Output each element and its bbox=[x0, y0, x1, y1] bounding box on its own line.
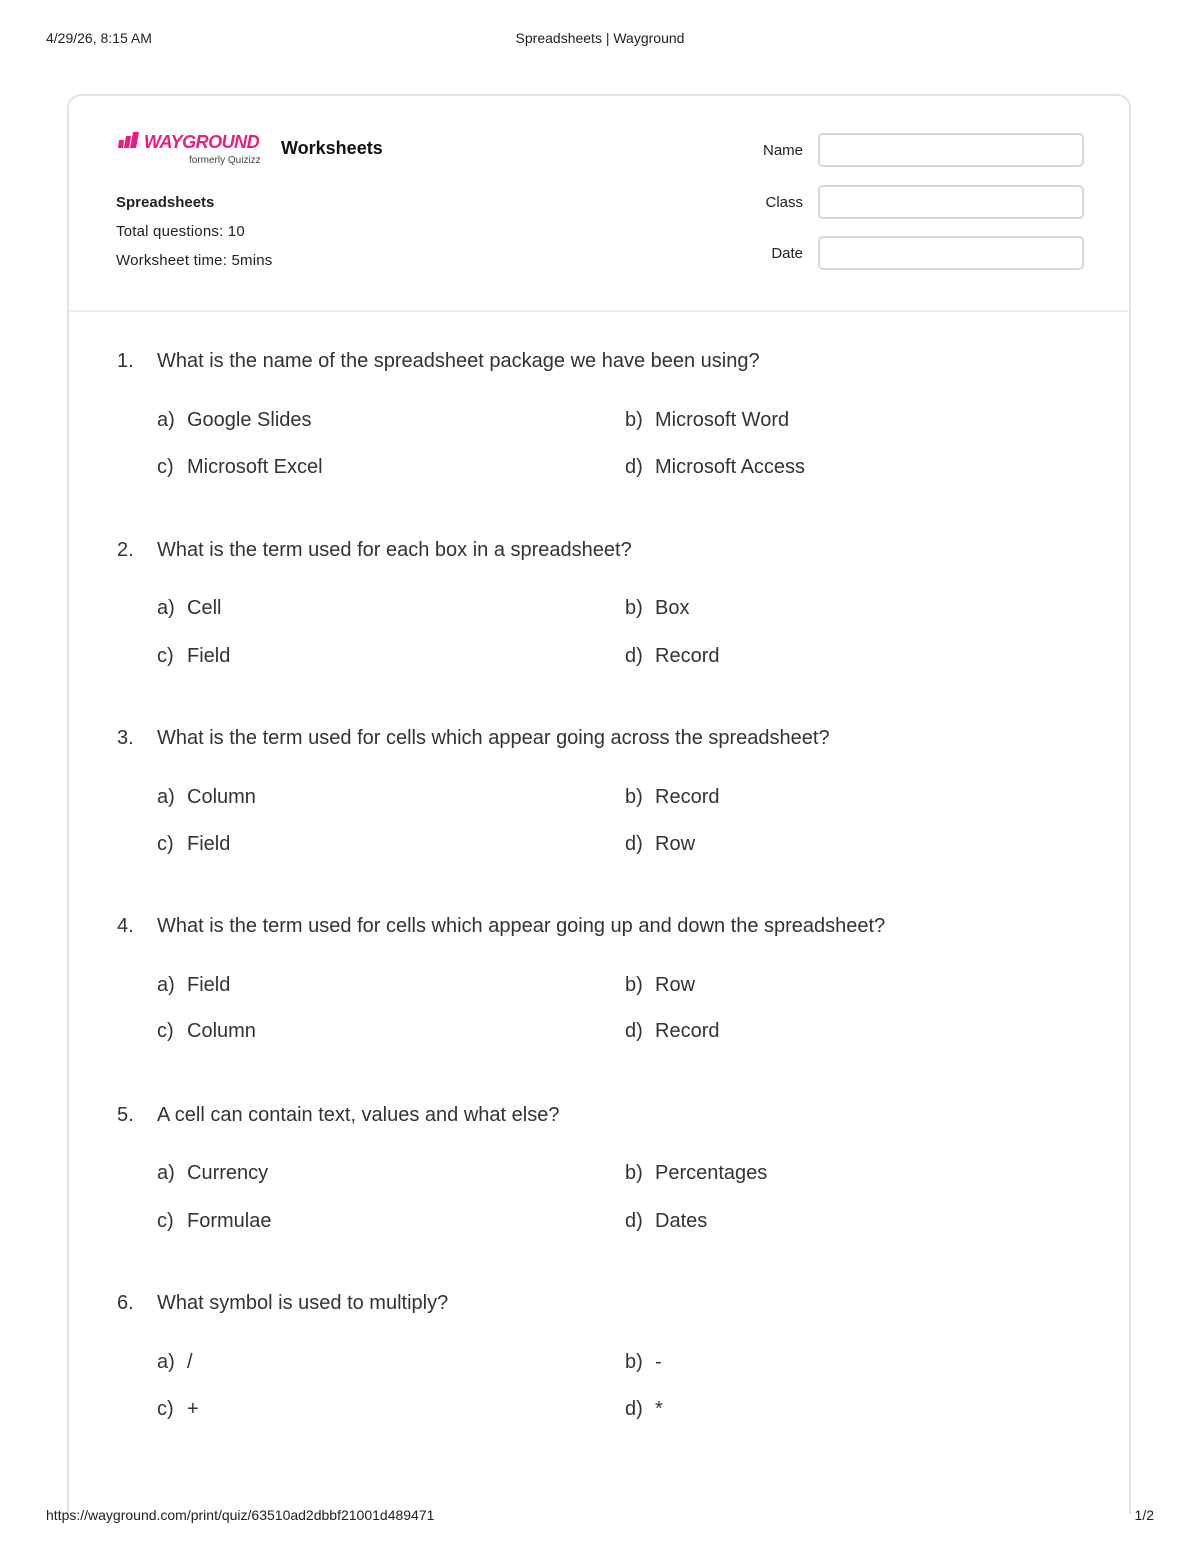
option-letter: a) bbox=[157, 786, 175, 808]
svg-text:formerly Quizizz: formerly Quizizz bbox=[189, 155, 261, 166]
option-text: Dates bbox=[655, 1210, 708, 1232]
option-text: Box bbox=[655, 597, 690, 619]
option-d[interactable] bbox=[625, 1020, 719, 1043]
option-text: Percentages bbox=[655, 1162, 768, 1184]
option-b[interactable] bbox=[625, 974, 695, 997]
print-url: https://wayground.com/print/quiz/63510ad2dbbf21001d489471 bbox=[46, 1507, 435, 1523]
option-text: Microsoft Access bbox=[655, 456, 806, 478]
option-letter: d) bbox=[625, 833, 643, 855]
option-letter: a) bbox=[157, 1162, 175, 1184]
name-field-row bbox=[729, 133, 1085, 169]
option-letter: a) bbox=[157, 1351, 175, 1373]
option-text: Microsoft Excel bbox=[187, 456, 323, 478]
option-letter: b) bbox=[625, 786, 643, 808]
question-text: What symbol is used to multiply? bbox=[157, 1292, 449, 1314]
worksheet-meta bbox=[116, 194, 272, 281]
question-number: 1. bbox=[117, 350, 134, 372]
worksheet-header bbox=[69, 96, 1129, 312]
option-c[interactable] bbox=[157, 1020, 256, 1043]
question-item bbox=[117, 539, 1089, 699]
date-input[interactable] bbox=[818, 236, 1084, 270]
name-label: Name bbox=[762, 142, 803, 159]
question-text: A cell can contain text, values and what else? bbox=[157, 1104, 560, 1126]
option-letter: b) bbox=[625, 974, 643, 996]
option-b[interactable] bbox=[625, 1351, 662, 1374]
print-page-title: Spreadsheets | Wayground bbox=[515, 30, 685, 46]
option-letter: d) bbox=[625, 1020, 643, 1042]
option-text: Currency bbox=[187, 1162, 269, 1184]
page-number: 1/2 bbox=[1134, 1507, 1154, 1523]
question-item bbox=[117, 1104, 1089, 1264]
class-label: Class bbox=[765, 194, 803, 211]
option-letter: b) bbox=[625, 597, 643, 619]
option-b[interactable] bbox=[625, 1162, 767, 1185]
option-a[interactable] bbox=[157, 409, 312, 432]
option-text: Formulae bbox=[187, 1210, 272, 1232]
option-a[interactable] bbox=[157, 597, 221, 620]
option-letter: d) bbox=[625, 645, 643, 667]
class-field-row bbox=[729, 185, 1085, 221]
question-text: What is the term used for each box in a spreadsheet? bbox=[157, 539, 632, 561]
print-header bbox=[46, 30, 1154, 50]
option-letter: a) bbox=[157, 597, 175, 619]
worksheets-label: Worksheets bbox=[281, 138, 383, 158]
question-item bbox=[117, 915, 1089, 1075]
option-letter: c) bbox=[157, 1020, 174, 1042]
option-text: * bbox=[655, 1398, 663, 1420]
option-letter: c) bbox=[157, 1210, 174, 1232]
question-number: 5. bbox=[117, 1104, 134, 1126]
option-a[interactable] bbox=[157, 1162, 268, 1185]
option-text: Row bbox=[655, 833, 696, 855]
total-questions: Total questions: 10 bbox=[116, 223, 245, 240]
option-c[interactable] bbox=[157, 1398, 199, 1421]
question-text: What is the term used for cells which appear going up and down the spreadsheet? bbox=[157, 915, 886, 937]
option-a[interactable] bbox=[157, 786, 256, 809]
option-text: + bbox=[187, 1398, 199, 1420]
option-text: Column bbox=[187, 1020, 256, 1042]
option-letter: c) bbox=[157, 456, 174, 478]
option-b[interactable] bbox=[625, 786, 719, 809]
worksheet-title: Spreadsheets bbox=[116, 194, 215, 211]
svg-text:WAYGROUND: WAYGROUND bbox=[144, 132, 260, 152]
option-text: Microsoft Word bbox=[655, 409, 790, 431]
option-letter: b) bbox=[625, 409, 643, 431]
option-text: Row bbox=[655, 974, 696, 996]
date-field-row bbox=[729, 236, 1085, 272]
option-text: Column bbox=[187, 786, 256, 808]
option-text: Record bbox=[655, 1020, 720, 1042]
option-letter: b) bbox=[625, 1162, 643, 1184]
option-d[interactable] bbox=[625, 833, 695, 856]
option-letter: c) bbox=[157, 1398, 174, 1420]
date-label: Date bbox=[771, 245, 803, 262]
option-letter: a) bbox=[157, 409, 175, 431]
option-text: Record bbox=[655, 645, 720, 667]
question-number: 2. bbox=[117, 539, 134, 561]
wayground-logo-icon bbox=[117, 130, 277, 170]
option-c[interactable] bbox=[157, 833, 230, 856]
wayground-logo bbox=[117, 130, 277, 170]
option-text: Google Slides bbox=[187, 409, 312, 431]
question-item bbox=[117, 727, 1089, 887]
option-d[interactable] bbox=[625, 1398, 663, 1421]
option-letter: d) bbox=[625, 1210, 643, 1232]
question-item bbox=[117, 350, 1089, 510]
option-letter: a) bbox=[157, 974, 175, 996]
name-input[interactable] bbox=[818, 133, 1084, 167]
question-number: 6. bbox=[117, 1292, 134, 1314]
option-c[interactable] bbox=[157, 456, 323, 479]
question-text: What is the term used for cells which appear going across the spreadsheet? bbox=[157, 727, 830, 749]
option-text: Field bbox=[187, 833, 231, 855]
question-text: What is the name of the spreadsheet package we have been using? bbox=[157, 350, 760, 372]
option-letter: c) bbox=[157, 645, 174, 667]
option-a[interactable] bbox=[157, 1351, 193, 1374]
option-text: Cell bbox=[187, 597, 222, 619]
option-text: / bbox=[187, 1351, 193, 1373]
worksheet-card bbox=[67, 94, 1131, 1514]
print-datetime: 4/29/26, 8:15 AM bbox=[46, 30, 152, 46]
option-letter: b) bbox=[625, 1351, 643, 1373]
print-footer bbox=[46, 1507, 1154, 1527]
option-text: Field bbox=[187, 645, 231, 667]
option-a[interactable] bbox=[157, 974, 230, 997]
question-number: 4. bbox=[117, 915, 134, 937]
option-b[interactable] bbox=[625, 597, 689, 620]
option-text: Field bbox=[187, 974, 231, 996]
option-letter: d) bbox=[625, 456, 643, 478]
question-item bbox=[117, 1292, 1089, 1452]
option-text: - bbox=[655, 1351, 662, 1373]
option-c[interactable] bbox=[157, 1210, 271, 1233]
question-number: 3. bbox=[117, 727, 134, 749]
class-input[interactable] bbox=[818, 185, 1084, 219]
option-c[interactable] bbox=[157, 645, 230, 668]
option-letter: c) bbox=[157, 833, 174, 855]
option-d[interactable] bbox=[625, 456, 805, 479]
worksheet-time: Worksheet time: 5mins bbox=[116, 252, 273, 269]
option-b[interactable] bbox=[625, 409, 789, 432]
option-text: Record bbox=[655, 786, 720, 808]
option-d[interactable] bbox=[625, 1210, 707, 1233]
option-letter: d) bbox=[625, 1398, 643, 1420]
option-d[interactable] bbox=[625, 645, 719, 668]
